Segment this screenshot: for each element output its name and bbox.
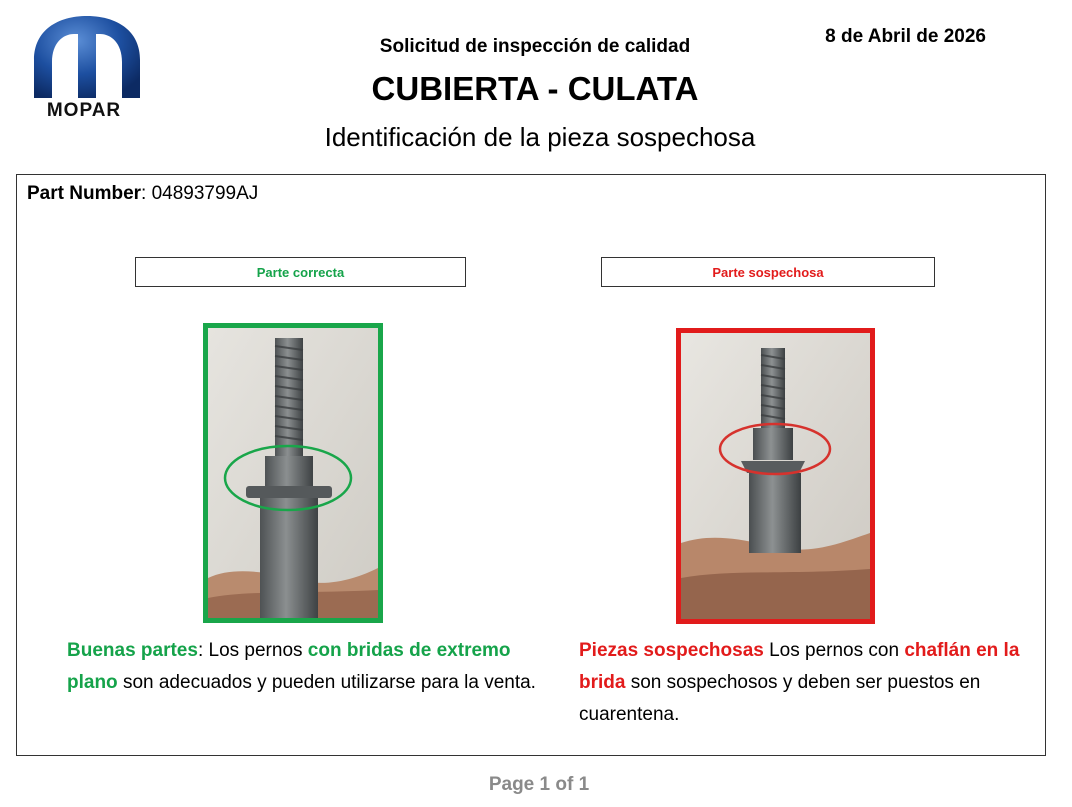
part-number — [27, 183, 258, 205]
suspect-parts-text-2: son sospechosos y deben ser puestos en cuarentena. — [579, 672, 981, 725]
request-heading: Solicitud de inspección de calidad — [379, 36, 691, 57]
inspection-frame — [16, 174, 1046, 756]
page-footer: Page 1 of 1 — [488, 774, 590, 795]
suspect-parts-lead: Piezas sospechosas — [579, 640, 764, 661]
document-date: 8 de Abril de 2026 — [825, 26, 986, 47]
suspect-part-photo — [676, 328, 875, 624]
suspect-part-label: Parte sospechosa — [601, 257, 935, 287]
suspect-parts-text-1: Los pernos con — [763, 640, 905, 661]
correct-part-label: Parte correcta — [135, 257, 466, 287]
good-parts-text-1: : Los pernos — [197, 640, 308, 661]
good-parts-lead: Buenas partes — [67, 640, 198, 661]
page-subtitle: Identificación de la pieza sospechosa — [324, 122, 756, 152]
mopar-logo — [26, 10, 148, 122]
suspect-parts-highlight: chaflán en la brida — [579, 640, 1020, 693]
suspect-part-description — [579, 635, 1041, 731]
correct-part-description — [67, 635, 547, 699]
logo-wordmark: MOPAR — [46, 100, 122, 121]
good-parts-text-2: son adecuados y pueden utilizarse para la venta. — [117, 672, 536, 693]
part-number-value: 04893799AJ — [151, 183, 259, 204]
part-number-label: Part Number — [27, 183, 142, 204]
part-number-separator: : — [141, 183, 152, 204]
page-title: CUBIERTA - CULATA — [371, 70, 699, 107]
correct-part-photo — [203, 323, 383, 623]
good-parts-highlight: con bridas de extremo plano — [67, 640, 511, 693]
